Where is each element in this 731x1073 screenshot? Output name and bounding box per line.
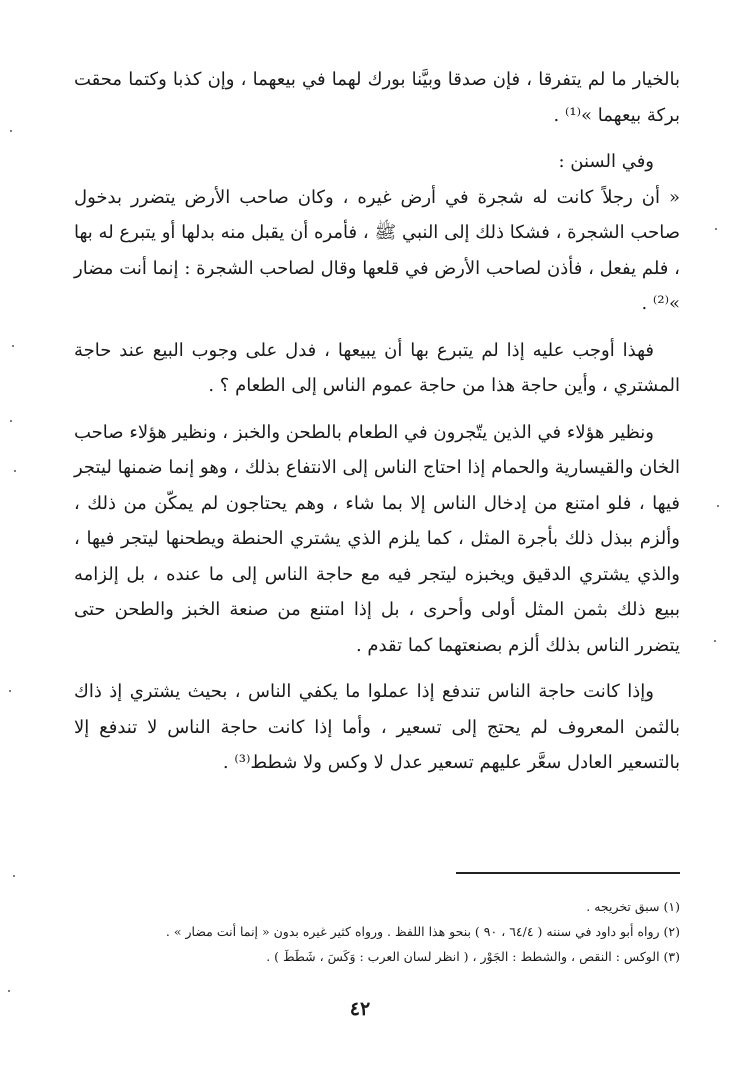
main-text [74,62,680,781]
scan-speck [13,875,15,877]
paragraph-2: وفي السنن : [558,151,654,172]
paragraph-5: ونظير هؤلاء في الذين يتّجرون في الطعام بالطحن والخبز ، ونظير هؤلاء صاحب الخان والقيسارية والحمام إذا احتاج الناس إلى الانتفاع بذلك ، وهو إنما ضمنها ليتجر فيها ، فلو امتنع من إدخال الناس إلا بما شاء ، وهم يحتاجون لم يمكّن من ذلك ، وألزم ببذل ذلك بأجرة المثل ، كما يلزم الذي يشتري الحنطة ويطحنها ليتجر فيها ، والذي يشتري الدقيق ويخبزه ليتجر فيه مع حاجة الناس إلى ما عنده ، بل إلزامه ببيع ذلك بثمن المثل أولى وأحرى ، بل إذا امتنع من صنعة الخبز والطحن حتى يتضرر الناس بذلك ألزم بصنعتهما كما تقدم . [74,421,680,656]
paragraph-3: « أن رجلاً كانت له شجرة في أرض غيره ، وكان صاحب الأرض يتضرر بدخول صاحب الشجرة ، فشكا ذلك إلى النبي ﷺ ، فأمره أن يقبل منه بدلها أو يتبرع له بها ، فلم يفعل ، فأذن لصاحب الأرض في قلعها وقال لصاحب الشجرة : إنما أنت مضار »⁽²⁾ . [74,186,680,314]
scan-speck [717,505,719,507]
paragraph-1: بالخيار ما لم يتفرقا ، فإن صدقا وبيَّنا بورك لهما في بيعهما ، وإن كذبا وكتما محقت بركة بيعهما »⁽¹⁾ . [74,69,680,126]
footnote-2: (٢) رواه أبو داود في سننه ( ٦٤/٤ ، ٩٠ ) بنحو هذا اللفظ . ورواه كثير غيره بدون « إنما أنت مضار » . [165,924,680,939]
footnotes [74,894,680,969]
page-number: ٤٢ [349,998,371,1020]
footnote-3: (٣) الوكس : النقص ، والشطط : الجَوْر ، ( انظر لسان العرب : وَكَسَ ، شَطَطَ ) . [266,949,680,964]
scan-speck [714,640,716,642]
footnote-separator [456,872,680,874]
scan-speck [715,228,717,230]
scan-speck [8,990,10,992]
scan-speck [14,470,16,472]
scan-speck [12,345,14,347]
scan-speck [9,690,11,692]
scan-speck [10,420,12,422]
footnote-1: (١) سبق تخريجه . [586,899,680,914]
scan-speck [10,130,12,132]
paragraph-6: وإذا كانت حاجة الناس تندفع إذا عملوا ما يكفي الناس ، بحيث يشتري إذ ذاك بالثمن المعروف لم يحتج إلى تسعير ، وأما إذا كانت حاجة الناس لا تندفع إلا بالتسعير العادل سعَّر عليهم تسعير عدل لا وكس ولا شطط⁽³⁾ . [74,681,680,773]
paragraph-4: فهذا أوجب عليه إذا لم يتبرع بها أن يبيعها ، فدل على وجوب البيع عند حاجة المشتري ، وأين حاجة هذا من حاجة عموم الناس إلى الطعام ؟ . [74,339,680,396]
